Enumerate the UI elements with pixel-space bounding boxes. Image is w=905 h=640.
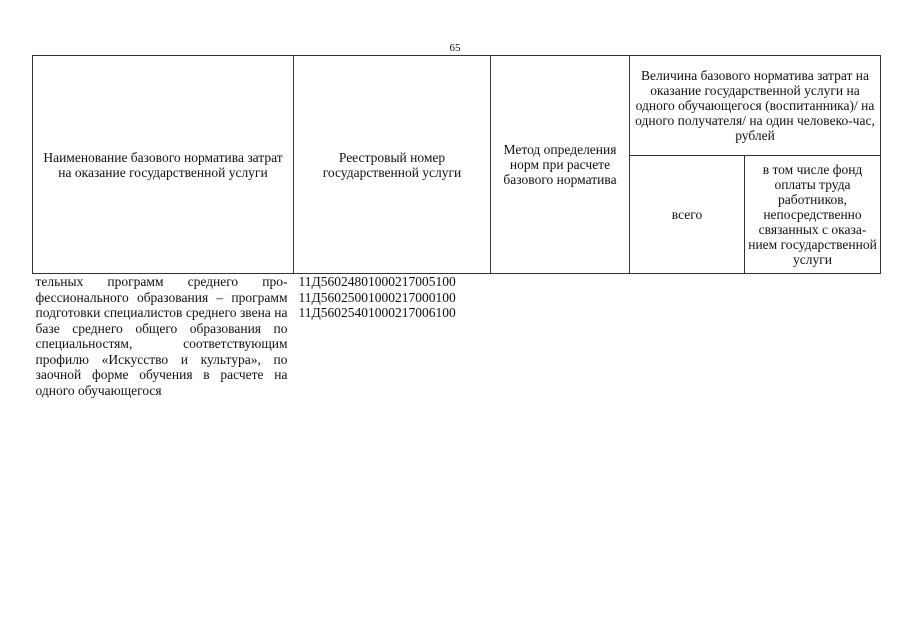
row-including-wages xyxy=(745,274,881,399)
header-name: Наименование базового норматива затрат на оказание государственной услуги xyxy=(33,56,294,274)
header-including-wages: в том числе фонд оплаты труда работников, непосредственно связанных с оказанием государственной услуги xyxy=(745,156,881,274)
registry-code: 11Д56025401000217006100 xyxy=(298,305,456,320)
row-total xyxy=(630,274,745,399)
row-method xyxy=(491,274,630,399)
header-total: всего xyxy=(630,156,745,274)
table-row xyxy=(33,274,881,399)
header-method: Метод определения норм при расчете базового норматива xyxy=(491,56,630,274)
row-name: тельных программ среднего профессионального образования – программ подготовки специалистов среднего звена на базе среднего общего образования по специальностям, соответствующим профилю «Искусство и культура», по заочной форме обучения в расчете на одного обучающегося xyxy=(35,274,288,398)
page-number: 65 xyxy=(449,42,461,54)
registry-code: 11Д56024801000217005100 xyxy=(298,274,456,289)
registry-code: 11Д56025001000217000100 xyxy=(298,289,456,305)
row-codes xyxy=(294,274,491,399)
norms-table xyxy=(32,55,881,398)
header-value-group: Величина базового норматива затрат на оказание государственной услуги на одного обучающегося (воспитанника)/ на одного получателя/ на один человеко-час, рублей xyxy=(630,56,881,156)
header-registry-number: Реестровый номер государственной услуги xyxy=(294,56,491,274)
